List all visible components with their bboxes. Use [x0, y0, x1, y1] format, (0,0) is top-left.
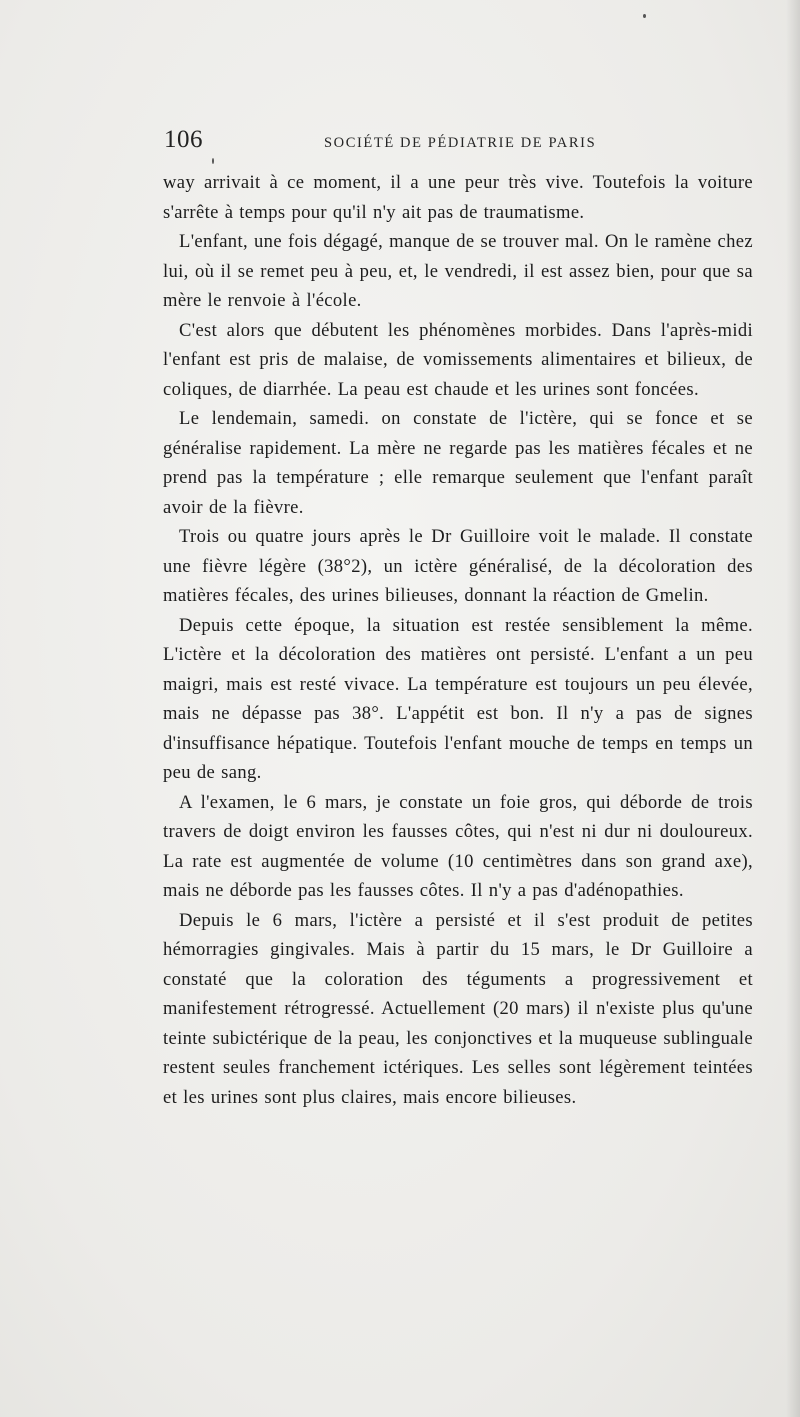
running-title: SOCIÉTÉ DE PÉDIATRIE DE PARIS: [324, 135, 597, 151]
paragraph: Le lendemain, samedi. on constate de l'ictère, qui se fonce et se généralise rapidement. La mère ne regarde pas les matières fécales et ne prend pas la température ; elle remarque seulement que l'enfant paraît avoir de la fièvre.: [163, 408, 753, 518]
paper-speck: [643, 14, 646, 18]
paragraph: C'est alors que débutent les phénomènes morbides. Dans l'après-midi l'enfant est pris de malaise, de vomissements alimentaires et bilieux, de coliques, de diarrhée. La peau est chaude et les urines sont foncées.: [163, 319, 753, 400]
paragraph: Trois ou quatre jours après le Dr Guilloire voit le malade. Il constate une fièvre légère (38°2), un ictère généralisé, de la décoloration des matières fécales, des urines bilieuses, donnant la réaction de Gmelin.: [163, 526, 753, 606]
page-edge-shadow: [786, 0, 800, 1417]
paragraph: Depuis le 6 mars, l'ictère a persisté et il s'est produit de petites hémorragies gingivales. Mais à partir du 15 mars, le Dr Guilloire a constaté que la coloration des téguments a progressivement et manifestement rétrogressé. Actuellement (20 mars) il n'existe plus qu'une teinte subictérique de la peau, les conjonctives et la muqueuse sublinguale restent seules franchement ictériques. Les selles sont légèrement teintées et les urines sont plus claires, mais encore bilieuses.: [163, 909, 753, 1108]
paragraph: Depuis cette époque, la situation est restée sensiblement la même. L'ictère et la décoloration des matières ont persisté. L'enfant a un peu maigri, mais est resté vivace. La température est toujours un peu élevée, mais ne dépasse pas 38°. L'appétit est bon. Il n'y a pas de signes d'insuffisance hépatique. Toutefois l'enfant mouche de temps en temps un peu de sang.: [163, 614, 753, 783]
body-text: [163, 168, 753, 1112]
page-header: [164, 126, 756, 162]
paragraph: L'enfant, une fois dégagé, manque de se trouver mal. On le ramène chez lui, où il se remet peu à peu, et, le vendredi, il est assez bien, pour que sa mère le renvoie à l'école.: [163, 231, 753, 311]
page-number: 106: [164, 126, 203, 153]
paragraph: way arrivait à ce moment, il a une peur très vive. Toutefois la voiture s'arrête à temps pour qu'il n'y ait pas de traumatisme.: [163, 172, 753, 223]
paragraph: A l'examen, le 6 mars, je constate un foie gros, qui déborde de trois travers de doigt environ les fausses côtes, qui n'est ni dur ni douloureux. La rate est augmentée de volume (10 centimètres dans son grand axe), mais ne déborde pas les fausses côtes. Il n'y a pas d'adénopathies.: [163, 791, 753, 901]
